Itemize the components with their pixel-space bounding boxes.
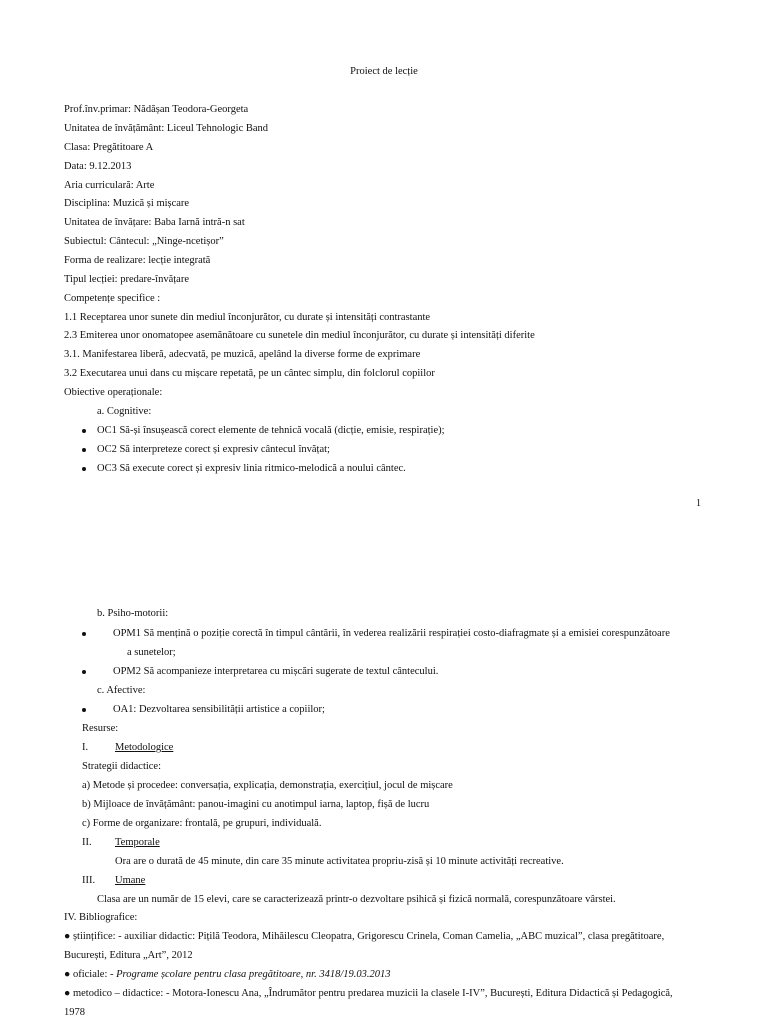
strategy-means: b) Mijloace de învățământ: panou-imagini cu anotimpul iarna, laptop, fișă de lucru (82, 799, 430, 810)
bullet-icon (82, 429, 86, 433)
bibliography-title: IV. Bibliografice: (64, 912, 138, 923)
header-school: Unitatea de învățământ: Liceul Tehnologic Band (64, 123, 269, 134)
header-form: Forma de realizare: lecție integrată (64, 255, 211, 266)
resource-human-text: Clasa are un număr de 15 elevi, care se caracterizează printr-o dezvoltare psihică și fizică normală, corespunzătoare vârstei. (97, 894, 616, 905)
competence-item: 3.1. Manifestarea liberă, adecvată, pe muzică, apelând la diverse forme de exprimare (64, 349, 421, 360)
afective-heading: c. Afective: (97, 685, 146, 696)
header-learning-unit: Unitatea de învățare: Baba Iarnă intră-n sat (64, 217, 245, 228)
header-class: Clasa: Pregătitoare A (64, 142, 154, 153)
header-date: Data: 9.12.2013 (64, 161, 132, 172)
bibliography-methodical: ● metodico – didactice: - Motora-Ionescu Ana, „Îndrumător pentru predarea muzicii la clasele I-IV”, București, Editura Didactică și Pedagogică, (64, 988, 673, 999)
header-teacher: Prof.înv.primar: Nădășan Teodora-Georgeta (64, 104, 249, 115)
objective-oc3: OC3 Să execute corect și expresiv linia ritmico-melodică a noului cântec. (97, 463, 406, 474)
bullet-icon (82, 708, 86, 712)
lesson-title: Proiect de lecție (350, 66, 418, 77)
bullet-icon (82, 632, 86, 636)
objective-oc1: OC1 Să-și însușească corect elemente de tehnică vocală (dicție, emisie, respirație); (97, 425, 445, 436)
resource-number: I. (82, 742, 89, 753)
resource-methodological: Metodologice (115, 742, 174, 753)
competence-item: 3.2 Executarea unui dans cu mișcare repetată, pe un cântec simplu, din folclorul copiilor (64, 368, 435, 379)
bibliography-official-number: , nr. 3418/19.03.2013 (300, 969, 391, 980)
psiho-heading: b. Psiho-motorii: (97, 608, 169, 619)
header-lesson-type: Tipul lecției: predare-învățare (64, 274, 189, 285)
header-competences: Competențe specifice : (64, 293, 161, 304)
page-number: 1 (696, 498, 701, 509)
strategies-title: Strategii didactice: (82, 761, 162, 772)
objective-oc2: OC2 Să interpreteze corect și expresiv cântecul învățat; (97, 444, 330, 455)
bibliography-official-title: Programe școlare pentru clasa pregătitoare (116, 969, 301, 980)
bibliography-scientific: ● științifice: - auxiliar didactic: Pițilă Teodora, Mihăilescu Cleopatra, Grigorescu Crinela, Coman Camelia, „ABC muzical”, clasa pregătitoare, (64, 931, 665, 942)
objective-opm2: OPM2 Să acompanieze interpretarea cu mișcări sugerate de textul cântecului. (113, 666, 439, 677)
bullet-icon (82, 670, 86, 674)
objective-oa1: OA1: Dezvoltarea sensibilității artistice a copiilor; (113, 704, 325, 715)
competence-item: 2.3 Emiterea unor onomatopee asemănătoare cu sunetele din mediul înconjurător, cu durate și intensități diferite (64, 330, 535, 341)
objectives-title: Obiective operaționale: (64, 387, 163, 398)
header-discipline: Disciplina: Muzică și mișcare (64, 198, 190, 209)
bibliography-official (64, 969, 390, 981)
bibliography-methodical-cont: 1978 (64, 1007, 85, 1018)
competence-item: 1.1 Receptarea unor sunete din mediul înconjurător, cu durate și intensități contrastante (64, 312, 431, 323)
cognitive-heading: a. Cognitive: (97, 406, 152, 417)
objective-opm1-cont: a sunetelor; (127, 647, 176, 658)
resource-temporal-text: Ora are o durată de 45 minute, din care 35 minute activitatea propriu-zisă și 10 minute activități recreative. (115, 856, 564, 867)
resource-number: III. (82, 875, 96, 886)
header-curricular-area: Aria curriculară: Arte (64, 180, 155, 191)
resources-title: Resurse: (82, 723, 119, 734)
bibliography-scientific-cont: București, Editura „Art”, 2012 (64, 950, 193, 961)
header-subject: Subiectul: Cântecul: „Ninge-ncetișor” (64, 236, 224, 247)
strategy-methods: a) Metode și procedee: conversația, explicația, demonstrația, exercițiul, jocul de mișcare (82, 780, 453, 791)
resource-human: Umane (115, 875, 146, 886)
resource-number: II. (82, 837, 92, 848)
strategy-forms: c) Forme de organizare: frontală, pe grupuri, individuală. (82, 818, 322, 829)
bullet-icon (82, 467, 86, 471)
objective-opm1: OPM1 Să mențină o poziție corectă în timpul cântării, în vederea realizării respirației costo-diafragmate și a emisiei corespunzătoare (113, 628, 670, 639)
bibliography-official-lead: ● oficiale: - (64, 969, 117, 980)
resource-temporal: Temporale (115, 837, 160, 848)
bullet-icon (82, 448, 86, 452)
